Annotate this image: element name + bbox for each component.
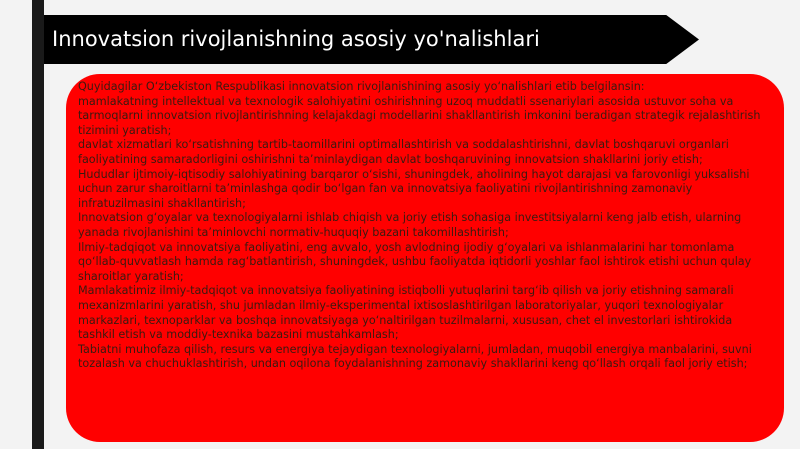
paragraph-strategic-planning: mamlakatning intellektual va texnologik salohiyatini oshirishning uzoq muddatli ssenariylari asosida ustuvor soha va tarmoqlarni innovatsion rivojlantirishning kelajakdagi modellarini shakllantirish imkonini beradigan strategik rejalashtirish tizimini yaratish; — [78, 94, 761, 137]
slide-title: Innovatsion rivojlanishning asosiy yo'nalishlari — [52, 27, 540, 51]
content-box — [66, 74, 784, 442]
paragraph-youth-support: Ilmiy-tadqiqot va innovatsiya faoliyatini, eng avvalo, yosh avlodning ijodiy g‘oyalari va ishlanmalarini har tomonlama qo‘llab-quvvatlash hamda rag‘batlantirish, shuningdek, ushbu faoliyatda iqtidorli yoshlar faol ishtirok etishi uchun qulay sharoitlar yaratish; — [78, 240, 752, 283]
paragraph-investment: Innovatsion g‘oyalar va texnologiyalarni ishlab chiqish va joriy etish sohasiga investitsiyalarni keng jalb etish, ularning yanada rivojlanishini ta’minlovchi normativ-huquqiy bazani takomillashtirish; — [78, 211, 742, 239]
paragraph-regional-infrastructure: Hududlar ijtimoiy-iqtisodiy salohiyatining barqaror o‘sishi, shuningdek, aholining hayot darajasi va farovonligi yuksalishi uchun zarur sharoitlarni ta’minlashga qodir bo‘lgan fan va innovatsiya faoliyatini rivojlantirishning zamonaviy infratuzilmasini shakllantirish; — [78, 167, 750, 210]
content-text — [78, 80, 770, 372]
paragraph-public-administration: davlat xizmatlari ko‘rsatishning tartib-taomillarini optimallashtirish va soddalashtirishni, davlat boshqaruvi organlari faoliyatining samaradorligini oshirishni ta’minlaydigan davlat boshqaruvining innovatsion shakllarini joriy etish; — [78, 138, 729, 166]
left-accent-bar — [32, 0, 44, 449]
paragraph-intro: Quyidagilar O‘zbekiston Respublikasi innovatsion rivojlanishining asosiy yo‘nalishlari etib belgilansin: — [78, 80, 645, 93]
paragraph-environment: Tabiatni muhofaza qilish, resurs va energiya tejaydigan texnologiyalarni, jumladan, muqobil energiya manbalarini, suvni tozalash va chuchuklashtirish, undan oqilona foydalanishning zamonaviy shakllarini keng qo‘llash orqali faol joriy etish; — [78, 342, 752, 371]
paragraph-mechanisms: Mamlakatimiz ilmiy-tadqiqot va innovatsiya faoliyatining istiqbolli yutuqlarini targ‘ib qilish va joriy etishning samarali mexanizmlarini yaratish, shu jumladan ilmiy-eksperimental ixtisoslashtirilgan laboratoriyalar, yuqori texnologiyalar markazlari, texnoparklar va boshqa innovatsiyaga yo‘naltirilgan tuzilmalarni, xususan, chet el investorlari ishtirokida tashkil etish va moddiy-texnika bazasini mustahkamlash; — [78, 284, 734, 342]
